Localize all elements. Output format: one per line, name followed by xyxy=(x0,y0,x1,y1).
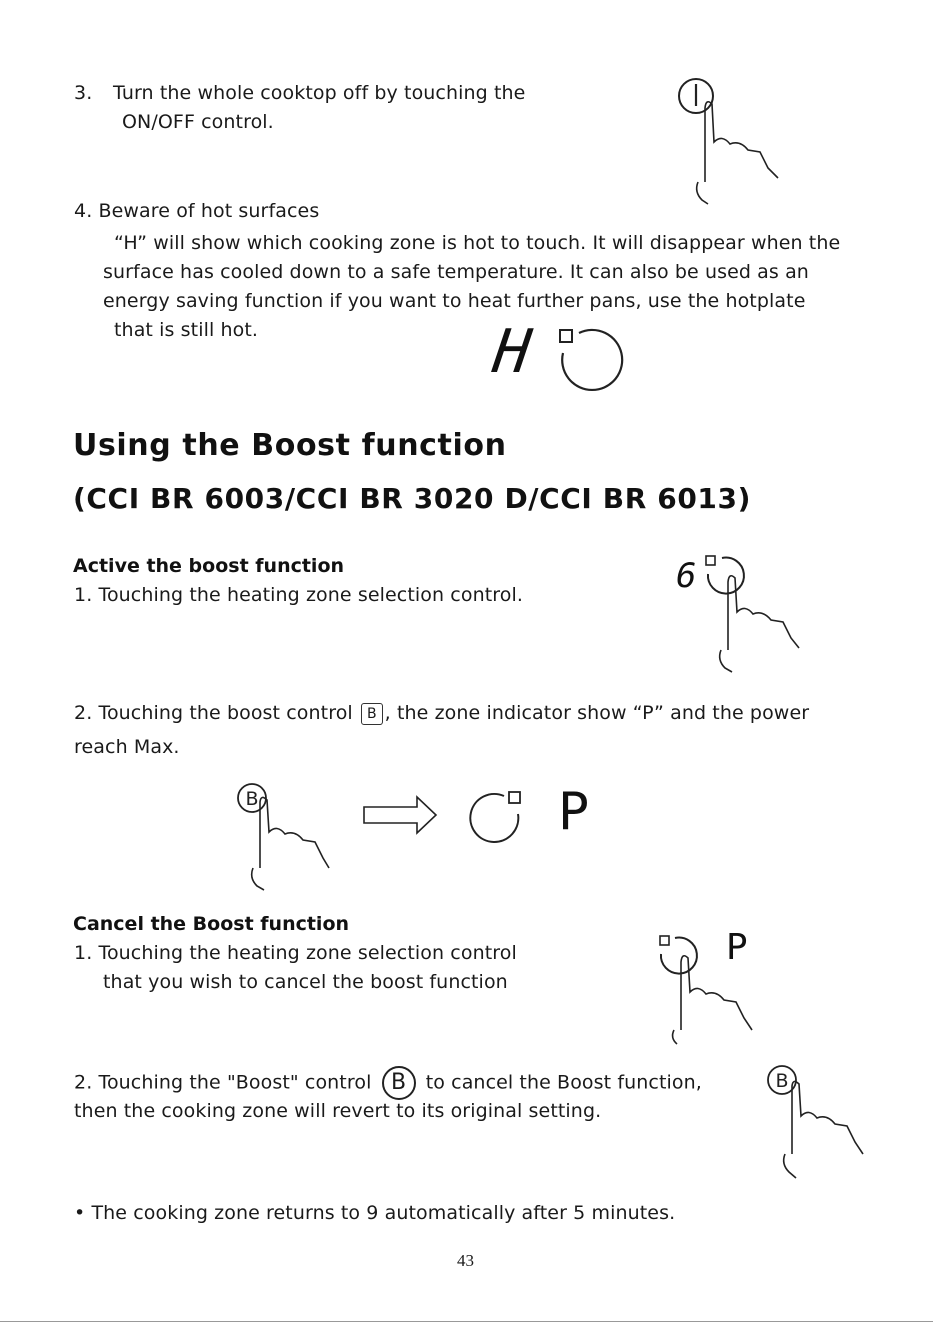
zone-ring-icon xyxy=(462,788,532,853)
step4-line: surface has cooled down to a safe temperature. It can also be used as an xyxy=(103,261,809,283)
cancel-step2-line2: then the cooking zone will revert to its original setting. xyxy=(74,1100,602,1122)
hot-indicator-glyph: H xyxy=(489,317,536,387)
cancel-step1-line2: that you wish to cancel the boost function xyxy=(103,971,508,993)
zone-display-glyph: 6 xyxy=(676,556,697,596)
activate-step2-after: , the zone indicator show “P” and the power xyxy=(384,702,810,724)
power-touch-icon xyxy=(670,70,790,205)
activate-step2-line2: reach Max. xyxy=(74,736,180,758)
boost-key-icon: B xyxy=(361,703,383,725)
step3-number: 3. xyxy=(74,82,93,104)
zone-touch-icon xyxy=(700,552,815,677)
section-subtitle: (CCI BR 6003/CCI BR 3020 D/CCI BR 6013) xyxy=(73,482,751,515)
step3-line2: ON/OFF control. xyxy=(122,111,274,133)
activate-step1: 1. Touching the heating zone selection control. xyxy=(74,584,523,606)
zone-touch-icon xyxy=(655,927,765,1050)
boost-key-letter: B xyxy=(775,1070,789,1092)
arrow-right-icon xyxy=(362,795,442,835)
activate-heading: Active the boost function xyxy=(73,555,345,577)
zone-ring-icon xyxy=(555,325,630,395)
boost-result-glyph: P xyxy=(558,782,590,842)
cancel-step2-before: 2. Touching the "Boost" control xyxy=(74,1071,372,1094)
step4-heading: 4. Beware of hot surfaces xyxy=(74,200,320,222)
auto-return-note: • The cooking zone returns to 9 automatically after 5 minutes. xyxy=(74,1202,676,1224)
cancel-step2-line1 xyxy=(74,1066,702,1100)
section-title: Using the Boost function xyxy=(73,428,507,463)
step4-line: “H” will show which cooking zone is hot to touch. It will disappear when the xyxy=(114,232,841,254)
page-bottom-border xyxy=(0,1321,933,1322)
step4-line: that is still hot. xyxy=(114,319,259,341)
step3-line1: Turn the whole cooktop off by touching the xyxy=(113,82,526,104)
boost-key-letter: B xyxy=(245,788,259,810)
cancel-display-glyph: P xyxy=(726,927,748,968)
boost-key-icon: B xyxy=(382,1066,416,1100)
activate-step2-before: 2. Touching the boost control xyxy=(74,702,353,724)
step4-line: energy saving function if you want to heat further pans, use the hotplate xyxy=(103,290,806,312)
boost-touch-icon xyxy=(762,1062,872,1187)
cancel-heading: Cancel the Boost function xyxy=(73,913,350,935)
boost-touch-icon xyxy=(232,780,342,895)
page-number: 43 xyxy=(457,1251,474,1270)
cancel-step2-after: to cancel the Boost function, xyxy=(425,1071,702,1094)
cancel-step1-line1: 1. Touching the heating zone selection control xyxy=(74,942,517,964)
activate-step2-line1 xyxy=(74,702,809,725)
